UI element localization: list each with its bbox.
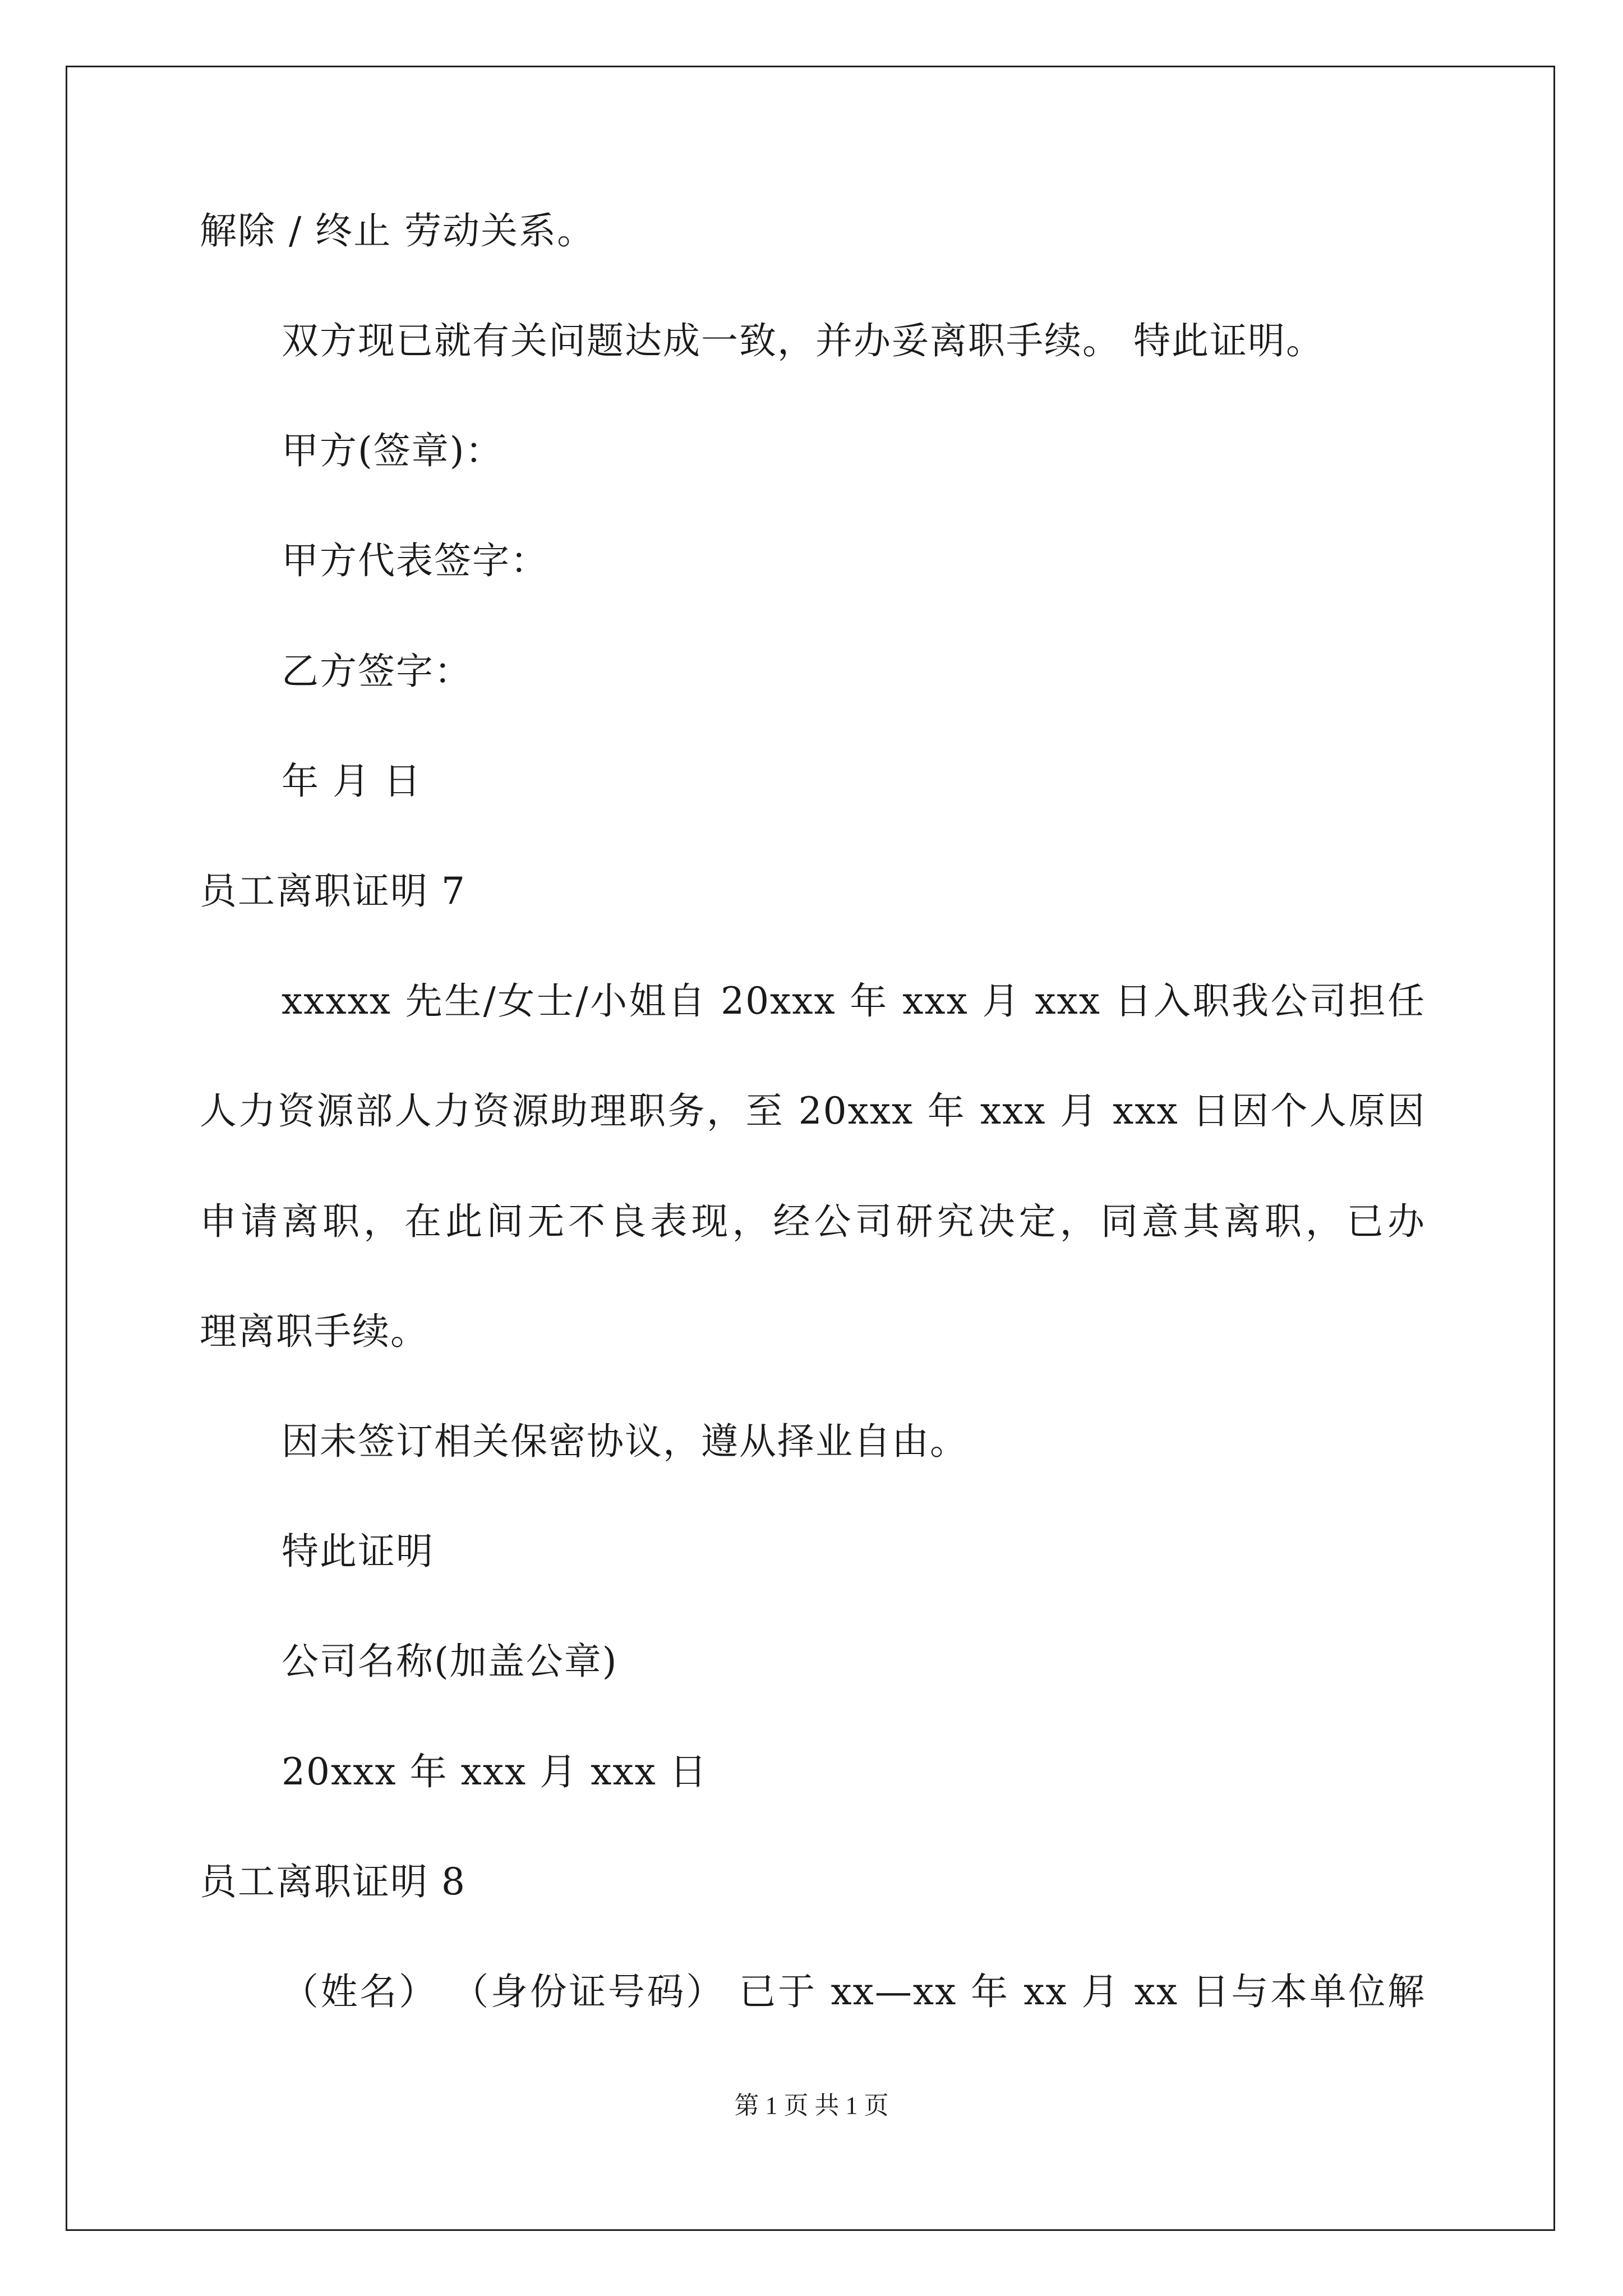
date-line: 20xxx 年 xxx 月 xxx 日 xyxy=(282,1750,708,1793)
section-heading: 员工离职证明 7 xyxy=(200,869,466,913)
paragraph-line: 人力资源部人力资源助理职务，至 20xxx 年 xxx 月 xxx 日因个人原因 xyxy=(200,1089,1426,1133)
paragraph-line: 因未签订相关保密协议，遵从择业自由。 xyxy=(282,1420,968,1463)
section-heading: 员工离职证明 8 xyxy=(200,1860,466,1903)
date-placeholder: 年 月 日 xyxy=(282,760,422,803)
paragraph-line: （姓名） （身份证号码） 已于 xx—xx 年 xx 月 xx 日与本单位解 xyxy=(282,1970,1426,2013)
closing-line: 特此证明 xyxy=(282,1530,434,1573)
signature-label-party-a-representative: 甲方代表签字： xyxy=(282,539,548,582)
signature-label-party-a: 甲方(签章)： xyxy=(282,429,504,472)
paragraph-line: 双方现已就有关问题达成一致，并办妥离职手续。 特此证明。 xyxy=(282,319,1324,362)
page-number-footer: 第 1 页 共 1 页 xyxy=(734,2092,889,2119)
company-seal-label: 公司名称(加盖公章) xyxy=(282,1640,618,1683)
signature-label-party-b: 乙方签字： xyxy=(282,650,472,693)
page-border xyxy=(66,66,1555,2231)
paragraph-line: 解除 / 终止 劳动关系。 xyxy=(200,209,596,252)
paragraph-line: 申请离职，在此间无不良表现，经公司研究决定，同意其离职，已办 xyxy=(200,1200,1426,1243)
paragraph-line: 理离职手续。 xyxy=(200,1310,428,1353)
paragraph-line: xxxxx 先生/女士/小姐自 20xxx 年 xxx 月 xxx 日入职我公司担任 xyxy=(282,979,1426,1023)
